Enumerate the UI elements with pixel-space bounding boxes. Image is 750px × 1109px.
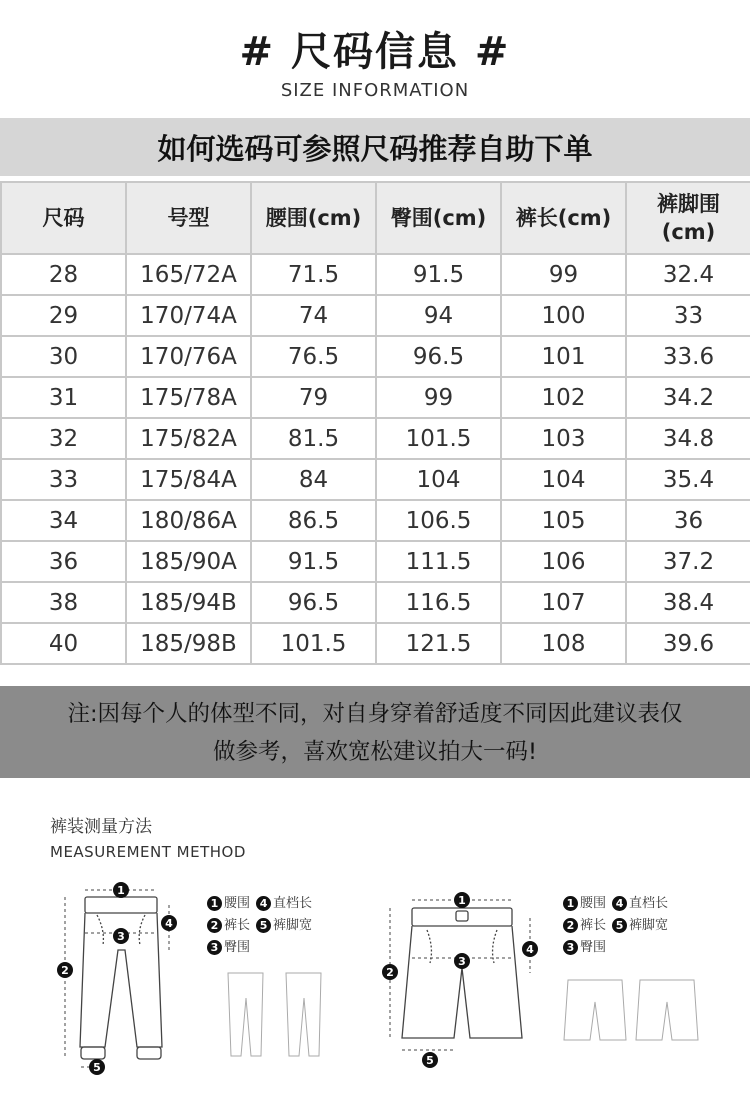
cell-hip: 121.5 — [376, 623, 501, 664]
cell-length: 99 — [501, 254, 626, 295]
cell-size: 28 — [1, 254, 126, 295]
cell-size: 40 — [1, 623, 126, 664]
table-row — [1, 459, 750, 500]
cell-hip: 96.5 — [376, 336, 501, 377]
table-row — [1, 295, 750, 336]
cell-hip: 104 — [376, 459, 501, 500]
cell-hip: 99 — [376, 377, 501, 418]
col-header-waist: 腰围(cm) — [251, 182, 376, 254]
page-title: # 尺码信息 # — [239, 29, 511, 75]
cell-hip: 91.5 — [376, 254, 501, 295]
badge-3: 3 — [563, 940, 578, 955]
cell-length: 102 — [501, 377, 626, 418]
svg-text:1: 1 — [117, 884, 125, 897]
cell-hip: 116.5 — [376, 582, 501, 623]
table-row — [1, 377, 750, 418]
svg-text:3: 3 — [458, 955, 466, 968]
badge-2: 2 — [563, 918, 578, 933]
cell-hem: 34.2 — [626, 377, 750, 418]
badge-5: 5 — [256, 918, 271, 933]
cell-waist: 81.5 — [251, 418, 376, 459]
legend-right — [563, 893, 674, 959]
cell-length: 108 — [501, 623, 626, 664]
cell-size: 36 — [1, 541, 126, 582]
svg-text:5: 5 — [426, 1054, 434, 1067]
badge-1: 1 — [563, 896, 578, 911]
shorts-outline — [402, 926, 522, 1038]
legend-label-waist: 腰围 — [224, 896, 251, 911]
svg-text:5: 5 — [93, 1061, 101, 1074]
cell-model: 165/72A — [126, 254, 251, 295]
table-row — [1, 541, 750, 582]
cell-length: 104 — [501, 459, 626, 500]
cell-waist: 101.5 — [251, 623, 376, 664]
badge-2: 2 — [207, 918, 222, 933]
cell-waist: 71.5 — [251, 254, 376, 295]
cell-waist: 79 — [251, 377, 376, 418]
legend-label-length: 裤长 — [224, 918, 251, 933]
cell-hip: 94 — [376, 295, 501, 336]
table-row — [1, 254, 750, 295]
col-header-hip: 臀围(cm) — [376, 182, 501, 254]
long-pants-diagram — [45, 875, 195, 1075]
legend-label-hip: 臀围 — [224, 940, 251, 955]
cell-waist: 74 — [251, 295, 376, 336]
cell-model: 185/94B — [126, 582, 251, 623]
badge-4: 4 — [612, 896, 627, 911]
cell-hem: 34.8 — [626, 418, 750, 459]
cell-model: 185/98B — [126, 623, 251, 664]
legend-label-rise: 直档长 — [629, 896, 669, 911]
col-header-hem: 裤脚围 (cm) — [626, 182, 750, 254]
note-line-2: 做参考，喜欢宽松建议拍大一码! — [212, 739, 538, 765]
cell-hip: 111.5 — [376, 541, 501, 582]
svg-text:4: 4 — [526, 943, 534, 956]
cell-waist: 76.5 — [251, 336, 376, 377]
cell-hem: 35.4 — [626, 459, 750, 500]
cell-hem: 37.2 — [626, 541, 750, 582]
page-subtitle: SIZE INFORMATION — [280, 80, 470, 101]
svg-text:1: 1 — [458, 894, 466, 907]
table-header-row — [1, 182, 750, 254]
cell-model: 175/82A — [126, 418, 251, 459]
table-row — [1, 418, 750, 459]
col-header-length: 裤长(cm) — [501, 182, 626, 254]
cell-model: 170/76A — [126, 336, 251, 377]
size-note — [0, 686, 750, 778]
cell-length: 107 — [501, 582, 626, 623]
badge-3: 3 — [207, 940, 222, 955]
legend-left — [207, 893, 318, 959]
table-row — [1, 336, 750, 377]
svg-text:4: 4 — [165, 917, 173, 930]
legend-label-hip: 臀围 — [580, 940, 607, 955]
cell-size: 38 — [1, 582, 126, 623]
cell-model: 175/78A — [126, 377, 251, 418]
cell-hem: 32.4 — [626, 254, 750, 295]
table-row — [1, 582, 750, 623]
cell-length: 101 — [501, 336, 626, 377]
cell-size: 33 — [1, 459, 126, 500]
col-header-size: 尺码 — [1, 182, 126, 254]
cell-hem: 36 — [626, 500, 750, 541]
cell-waist: 86.5 — [251, 500, 376, 541]
cell-hip: 106.5 — [376, 500, 501, 541]
cell-model: 185/90A — [126, 541, 251, 582]
legend-label-rise: 直档长 — [273, 896, 313, 911]
legend-label-hem: 裤脚宽 — [629, 918, 669, 933]
method-subtitle: MEASUREMENT METHOD — [50, 843, 246, 861]
cell-waist: 84 — [251, 459, 376, 500]
cell-length: 103 — [501, 418, 626, 459]
cell-model: 175/84A — [126, 459, 251, 500]
shorts-thumbnails — [560, 972, 710, 1047]
shorts-diagram — [372, 888, 542, 1073]
method-title: 裤装测量方法 — [50, 817, 152, 837]
note-line-1: 注:因每个人的体型不同，对自身穿着舒适度不同因此建议表仅 — [67, 701, 683, 727]
cell-size: 30 — [1, 336, 126, 377]
svg-text:2: 2 — [386, 966, 394, 979]
cell-waist: 91.5 — [251, 541, 376, 582]
cell-waist: 96.5 — [251, 582, 376, 623]
cell-model: 170/74A — [126, 295, 251, 336]
cell-size: 34 — [1, 500, 126, 541]
cell-length: 100 — [501, 295, 626, 336]
svg-text:3: 3 — [117, 930, 125, 943]
cell-size: 31 — [1, 377, 126, 418]
badge-4: 4 — [256, 896, 271, 911]
cell-length: 105 — [501, 500, 626, 541]
size-table — [0, 181, 750, 665]
table-row — [1, 500, 750, 541]
long-pants-thumbnails — [218, 968, 338, 1063]
badge-1: 1 — [207, 896, 222, 911]
legend-label-length: 裤长 — [580, 918, 607, 933]
cell-hem: 38.4 — [626, 582, 750, 623]
cell-hem: 33 — [626, 295, 750, 336]
legend-label-waist: 腰围 — [580, 896, 607, 911]
col-header-model: 号型 — [126, 182, 251, 254]
legend-label-hem: 裤脚宽 — [273, 918, 313, 933]
pants-waistband — [85, 897, 157, 913]
cell-hip: 101.5 — [376, 418, 501, 459]
cell-model: 180/86A — [126, 500, 251, 541]
cell-hem: 39.6 — [626, 623, 750, 664]
table-row — [1, 623, 750, 664]
svg-text:2: 2 — [61, 964, 69, 977]
cell-size: 29 — [1, 295, 126, 336]
badge-5: 5 — [612, 918, 627, 933]
cell-size: 32 — [1, 418, 126, 459]
size-guide-banner: 如何选码可参照尺码推荐自助下单 — [0, 118, 750, 176]
cell-hem: 33.6 — [626, 336, 750, 377]
cell-length: 106 — [501, 541, 626, 582]
